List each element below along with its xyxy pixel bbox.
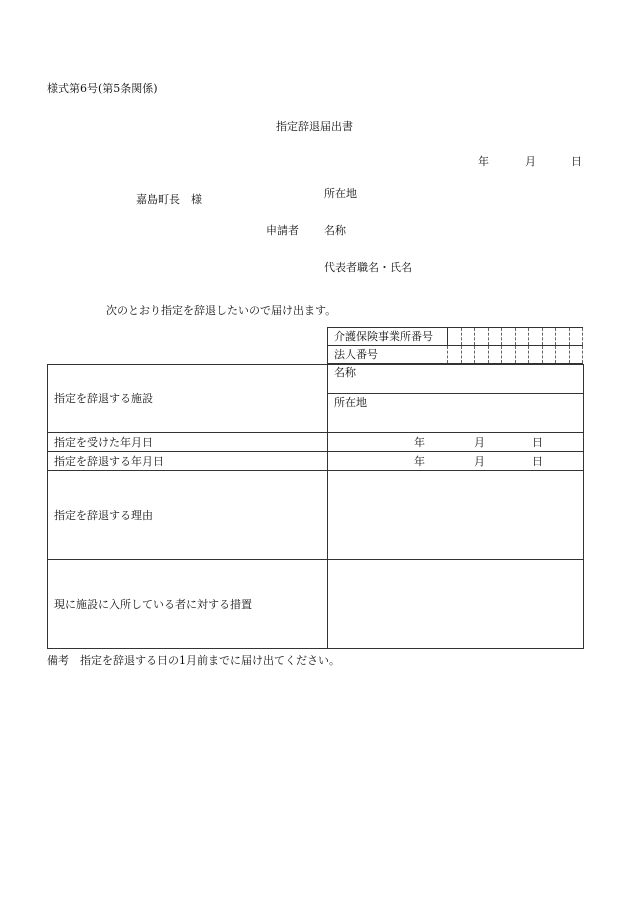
withdrawal-date-field[interactable] (328, 452, 584, 471)
reason-label: 指定を辞退する理由 (48, 471, 328, 560)
office-number-label: 介護保険事業所番号 (328, 328, 448, 346)
withdrawal-form-table (47, 364, 584, 649)
applicant-name-label: 名称 (324, 224, 346, 237)
facility-name-field[interactable] (328, 365, 583, 394)
designated-date-label: 指定を受けた年月日 (48, 433, 328, 452)
designated-day-unit: 日 (532, 435, 543, 449)
office-number-digit[interactable] (515, 328, 529, 346)
facility-label: 指定を辞退する施設 (48, 365, 328, 433)
withdrawal-day-unit: 日 (532, 454, 543, 468)
applicant-location-label: 所在地 (324, 187, 357, 200)
corporate-number-label: 法人番号 (328, 346, 448, 364)
office-number-digit[interactable] (461, 328, 475, 346)
addressee: 嘉島町長 様 (136, 193, 202, 206)
representative-label: 代表者職名・氏名 (324, 261, 412, 274)
facility-location-label: 所在地 (334, 396, 367, 409)
office-number-digit[interactable] (475, 328, 489, 346)
corporate-number-digit[interactable] (488, 346, 502, 364)
date-month-label: 月 (525, 155, 536, 168)
corporate-number-digit[interactable] (448, 346, 462, 364)
office-number-digit[interactable] (529, 328, 543, 346)
office-number-digit[interactable] (502, 328, 516, 346)
corporate-number-digit[interactable] (461, 346, 475, 364)
corporate-number-digit[interactable] (502, 346, 516, 364)
withdrawal-year-unit: 年 (414, 454, 425, 468)
applicant-label: 申請者 (266, 224, 299, 237)
measures-label: 現に施設に入所している者に対する措置 (48, 560, 328, 649)
office-number-digit[interactable] (488, 328, 502, 346)
corporate-number-digit[interactable] (556, 346, 570, 364)
corporate-number-digit[interactable] (569, 346, 583, 364)
corporate-number-digit[interactable] (529, 346, 543, 364)
intro-text: 次のとおり指定を辞退したいので届け出ます。 (106, 304, 337, 317)
withdrawal-month-unit: 月 (474, 454, 485, 468)
corporate-number-digit[interactable] (542, 346, 556, 364)
corporate-number-digit[interactable] (475, 346, 489, 364)
office-number-digit[interactable] (556, 328, 570, 346)
designated-month-unit: 月 (474, 435, 485, 449)
corporate-number-digit[interactable] (515, 346, 529, 364)
designated-date-field[interactable] (328, 433, 584, 452)
note-text: 備考 指定を辞退する日の1月前までに届け出てください。 (47, 654, 340, 667)
page-title: 指定辞退届出書 (276, 120, 353, 133)
date-day-label: 日 (571, 155, 582, 168)
office-number-table (327, 327, 583, 364)
office-number-digit[interactable] (542, 328, 556, 346)
facility-details-cell (328, 365, 584, 433)
measures-field[interactable] (328, 560, 584, 649)
office-number-digit[interactable] (448, 328, 462, 346)
facility-name-label: 名称 (334, 366, 356, 379)
facility-location-field[interactable] (328, 394, 583, 432)
reason-field[interactable] (328, 471, 584, 560)
form-number: 様式第6号(第5条関係) (47, 82, 158, 95)
designated-year-unit: 年 (414, 435, 425, 449)
office-number-digit[interactable] (569, 328, 583, 346)
date-year-label: 年 (478, 155, 489, 168)
withdrawal-date-label: 指定を辞退する年月日 (48, 452, 328, 471)
